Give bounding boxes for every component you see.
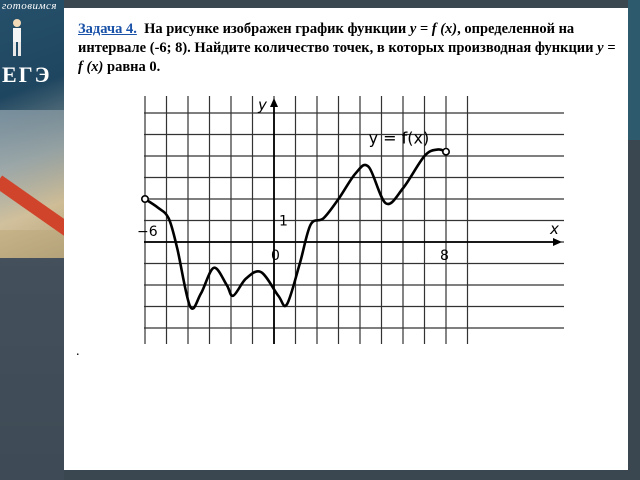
y-axis-arrow	[270, 98, 278, 107]
problem-text	[78, 20, 618, 77]
function-label: y = f(x)	[368, 128, 430, 148]
open-endpoint	[142, 196, 148, 202]
problem-text-part3: равна 0.	[107, 59, 161, 75]
problem-text-part2: , определенной на интервале (-6; 8). Найдите количество точек, в которых производная функции	[78, 21, 594, 56]
tick-label-one: 1	[279, 213, 288, 230]
x-axis-label: x	[550, 220, 559, 238]
banner-top-text: готовимся	[2, 0, 58, 12]
tick-label-eight: 8	[440, 248, 449, 264]
problem-label: Задача 4.	[78, 21, 137, 37]
banner-logo: ЕГЭ	[2, 62, 52, 87]
stray-dot: .	[76, 344, 80, 359]
x-axis-arrow	[553, 238, 562, 246]
open-endpoint	[443, 149, 449, 155]
slide-card	[64, 8, 628, 470]
problem-text-part1: На рисунке изображен график функции	[144, 21, 407, 37]
tick-label-neg6: −6	[137, 224, 158, 240]
grid-lines	[144, 96, 564, 344]
tick-label-zero: 0	[271, 248, 280, 264]
function-graph	[137, 96, 564, 344]
student-figure-icon	[6, 18, 28, 58]
function-notation-1: y = f (x)	[409, 21, 458, 37]
left-side-panel	[0, 0, 64, 480]
function-notation-2: y = f (x)	[78, 40, 616, 75]
y-axis-label: y	[258, 96, 267, 114]
ege-banner	[0, 0, 64, 258]
right-decor-bar	[628, 0, 640, 140]
